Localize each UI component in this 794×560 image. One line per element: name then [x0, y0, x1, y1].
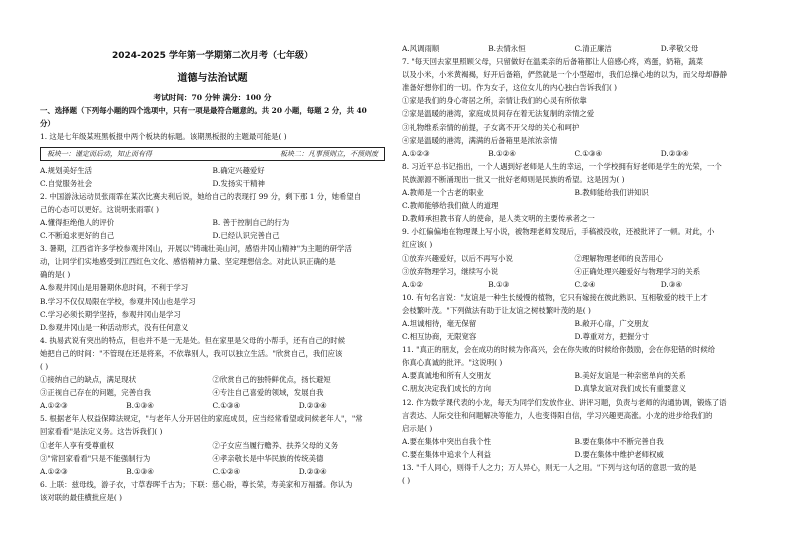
- question-6-cont: 该对联的最佳横批应是( ): [40, 492, 123, 502]
- statement: ③"常回家看看"只是不能强制行为: [40, 453, 151, 463]
- statement: ①老年人享有受尊重权: [40, 440, 114, 450]
- q4-options: [40, 399, 385, 412]
- option: D.真挚友谊对我们成长有重要意义: [574, 384, 686, 394]
- left-column: [40, 40, 385, 504]
- option: D.②③④: [298, 466, 327, 476]
- option: D.发扬实干精神: [212, 178, 265, 188]
- q8-option-c: C.教师能够给我们做人的道理: [402, 201, 499, 211]
- option: B.教师能给我们讲知识: [574, 188, 649, 198]
- option: A.要在集体中突出自我个性: [402, 436, 491, 446]
- question-4-cont: 她把自己的时间："不管现在还是将来，不依靠别人，我可以独立生活。"欣赏自己，我们应该: [40, 348, 343, 358]
- q8-options-ab: [402, 186, 747, 199]
- question-13-blank: ( ): [402, 476, 411, 486]
- question-2: 2. 中国游泳运动员张雨霏在某次比赛夫利后说，她给自己的表现打 99 分，剩下那 1 分，她希望自: [40, 191, 362, 201]
- q3-option-c: C.学习必须长期学坚持，参观井冈山是学习: [40, 309, 181, 319]
- option: A.①②③: [402, 148, 430, 158]
- option: C.清正廉洁: [574, 44, 612, 53]
- option: A.①②: [402, 279, 423, 289]
- q7-statement: ②家是温暖的港湾，家庭成员间存在着无法复制的亲情之爱: [402, 109, 595, 119]
- option: B.①②④: [488, 148, 516, 158]
- q9-statements-1: [402, 252, 747, 265]
- question-13: 13. "千人同心，则得千人之力；万人异心，则无一人之用。"下列与这句话的意思一致的是: [402, 463, 697, 472]
- statement: ④专注自己喜爱的领域，发展自我: [212, 388, 324, 398]
- question-11-cont: 你真心真诚的批评。"这说明( ): [402, 358, 503, 368]
- question-8-cont: 民族源源不断涌现出一批又一批好老师则是民族的希望。这是因为( ): [402, 174, 625, 184]
- question-3-cont: 动，让同学们实地感受到江西红色文化、感悟精神力量、坚定理想信念。对此认识正确的是: [40, 257, 336, 267]
- option: A.要真诚地和所有人交朋友: [402, 371, 491, 381]
- question-9-cont: 红应该( ): [402, 240, 433, 250]
- q6-options: [402, 42, 747, 55]
- question-4-blank: ( ): [40, 361, 49, 371]
- question-8: 8. 习近平总书记指出，一个人遇到好老师是人生的幸运，一个学校拥有好老师是学生的光荣，一个: [402, 161, 722, 171]
- question-7-cont: 准备好想你们的一切。作为女子，这位女儿的内心独白告诉我们( ): [402, 83, 618, 93]
- q5-statements-1: [40, 439, 385, 452]
- question-7-cont: 以及小米，小米黄褐褐，好开后备箱，俨然就是一个小型超市，我们总操心地的以为，而父母却静静: [402, 70, 728, 80]
- option: D.孝敬父母: [660, 44, 699, 53]
- q11-options-cd: [402, 382, 747, 395]
- option: C.不断追求更好的自己: [40, 231, 115, 241]
- option: B.①③④: [126, 401, 154, 411]
- option: D.③④: [660, 279, 683, 289]
- q5-statements-2: [40, 452, 385, 465]
- q1-options-ab: [40, 164, 385, 177]
- question-3: 3. 暑期，江西省许多学校参观井冈山，开展以"铸魂壮美山河，感悟井冈山精神"为主题的研学活: [40, 244, 352, 254]
- option: D.要在集体中维护老师权威: [574, 449, 664, 459]
- option: C.②④: [574, 279, 596, 289]
- option: D.②③④: [298, 401, 327, 411]
- question-12-cont: 启示是( ): [402, 423, 433, 433]
- question-10: 10. 有句名言说："友谊是一种生长缓慢的植物，它只有嫁接在彼此熟识、互相敬爱的枝干上才: [402, 292, 708, 302]
- question-12-cont: 言表达、人际交往和问题解决等能力，人也变得阳自信，学习兴趣更高涨。小龙的进步给我们的: [402, 410, 713, 420]
- question-10-cont: 会枝繁叶茂。"下列做法有助于让友谊之树枝繁叶茂的是( ): [402, 305, 591, 315]
- statement: ①接纳自己的缺点，满足现状: [40, 375, 137, 385]
- q9-options: [402, 278, 747, 291]
- q7-statement: ①家是我们的身心寄居之所，亲情让我们的心灵有所依靠: [402, 96, 587, 106]
- q2-options-ab: [40, 216, 385, 229]
- option: B.敞开心扉，广交朋友: [574, 318, 649, 328]
- blackboard-box: [40, 147, 385, 161]
- board-section-2: 板块二：凡事预则立，不预则废: [280, 149, 378, 158]
- q4-statements-1: [40, 373, 385, 386]
- question-11: 11. "真正的朋友，会在成功的时候为你高兴，会在你失败的时候给你鼓励，会在你犯错的时候给: [402, 345, 716, 355]
- statement: ④孝亲敬长是中华民族的传统美德: [212, 453, 324, 463]
- q3-option-a: A.参观井冈山是用暑期休息时间，不利于学习: [40, 283, 189, 293]
- statement: ③放弃物理学习，继续写小说: [402, 266, 499, 276]
- option: C.①③④: [574, 148, 603, 158]
- option: C.①②④: [212, 466, 241, 476]
- q11-options-ab: [402, 369, 747, 382]
- question-6: 6. 上联：兹母线，游子衣，寸草春晖千古为；下联：慈心盼，尊长荣，寿美家和万福播。你认为: [40, 479, 353, 489]
- exam-info: 考试时间：70 分钟 满分：100 分: [153, 93, 272, 103]
- q1-options-cd: [40, 177, 385, 190]
- statement: ②欣赏自己的独特鲜优点，扬长避短: [212, 375, 331, 385]
- statement: ②理解物理老师的良苦用心: [574, 253, 664, 263]
- question-7: 7. "每天回去家里照顾父母，只留做好在温柔亲的后备箱都让人倍感心疼，鸡蛋，奶箱，蔬菜: [402, 57, 704, 67]
- option: D.已经认识完善自己: [212, 231, 280, 241]
- q8-option-d: D.教师承担教书育人的使命，是人类文明的主要传承者之一: [402, 214, 595, 224]
- question-5-cont: 回家看看"是法定义务。这告诉我们( ): [40, 427, 163, 437]
- option: A.风调雨顺: [402, 44, 440, 53]
- q12-options-ab: [402, 435, 747, 448]
- question-5: 5. 根据老年人权益保障法规定，"与老年人分开居住的家庭成员，应当经常看望或问候老年人"，"常: [40, 414, 363, 424]
- option: B.①③: [488, 279, 510, 289]
- statement: ③正视自己存在的问题，完善自我: [40, 388, 151, 398]
- q7-statement: ④家是温暖的港湾，满满的后备箱里是浓浓亲情: [402, 135, 558, 145]
- option: C.①③④: [212, 401, 241, 411]
- option: B.要在集体中不断完善自我: [574, 436, 664, 446]
- option: C.相互协商，无限宽容: [402, 332, 477, 342]
- statement: ②子女应当履行赡养、扶养父母的义务: [212, 440, 339, 450]
- option: A.①②③: [40, 401, 68, 411]
- q12-options-cd: [402, 448, 747, 461]
- statement: ④正确处理兴趣爱好与物理学习的关系: [574, 266, 701, 276]
- q3-option-b: B.学习不仅仅局限在学校，参观井冈山也是学习: [40, 296, 196, 306]
- right-column: [402, 42, 747, 487]
- q7-statement: ③礼物维系亲情的前提，子女离不开父母的关心和呵护: [402, 122, 580, 132]
- option: B.去情永恒: [488, 44, 526, 53]
- question-2-cont: 己的心态可以更好。这说明张雨霏( ): [40, 204, 159, 214]
- q7-options: [402, 147, 747, 160]
- q10-options-ab: [402, 317, 747, 330]
- option: B.确定兴趣爱好: [212, 165, 265, 175]
- board-section-1: 板块一：谨定而后动，知止而有得: [47, 149, 152, 158]
- option: B.①③④: [126, 466, 154, 476]
- option: A.懂得拒绝他人的评价: [40, 217, 115, 227]
- question-9: 9. 小红偏偏地在物理课上写小说，被物理老师发现后，手稿被没收，还被批评了一顿。对此，小: [402, 227, 715, 237]
- question-12: 12. 作为数学课代表的小龙，每天为同学们发放作业、讲评习题，负责与老师的沟通协调，锻炼了语: [402, 397, 727, 407]
- option: A.教师是一个古老的职业: [402, 188, 484, 198]
- subject-title: 道德与法治试题: [177, 73, 248, 85]
- question-3-cont: 确的是( ): [40, 270, 71, 280]
- q5-options: [40, 465, 385, 478]
- section-intro-cont: 分）: [40, 119, 55, 129]
- option: D.②③④: [660, 148, 689, 158]
- statement: ①放弃兴趣爱好，以后不再写小说: [402, 253, 513, 263]
- option: C.朋友决定我们成长的方向: [402, 384, 492, 394]
- q10-options-cd: [402, 330, 747, 343]
- option: C.要在集体中追求个人利益: [402, 449, 492, 459]
- option: A.规划美好生活: [40, 165, 93, 175]
- question-4: 4. 执易武说有突出的特点，但也并不是一无是处。但在家里是父母的小帮手，还有自己的时候: [40, 335, 346, 345]
- option: A.①②③: [40, 466, 68, 476]
- option: B. 善于控制自己的行为: [212, 217, 290, 227]
- option: A.坦诚相待，毫无保留: [402, 318, 477, 328]
- q2-options-cd: [40, 229, 385, 242]
- option: D.尊重对方，把握分寸: [574, 332, 650, 342]
- q9-statements-2: [402, 265, 747, 278]
- q4-statements-2: [40, 386, 385, 399]
- question-1: 1. 这是七年级某班黑板报中两个板块的标题。该期黑板报的主题最可能是( ): [40, 132, 287, 142]
- option: B.美好友谊是一种亲密单向的关系: [574, 371, 686, 381]
- section-intro: 一、选择题（下列每小题的四个选项中，只有一项是最符合题意的。共 20 小题，每题 2 分，共 40: [40, 106, 367, 116]
- exam-title: 2024-2025 学年第一学期第二次月考（七年级）: [112, 51, 313, 61]
- option: C.自觉服务社会: [40, 178, 93, 188]
- q3-option-d: D.参观井冈山是一种活动形式，没有任何意义: [40, 322, 189, 332]
